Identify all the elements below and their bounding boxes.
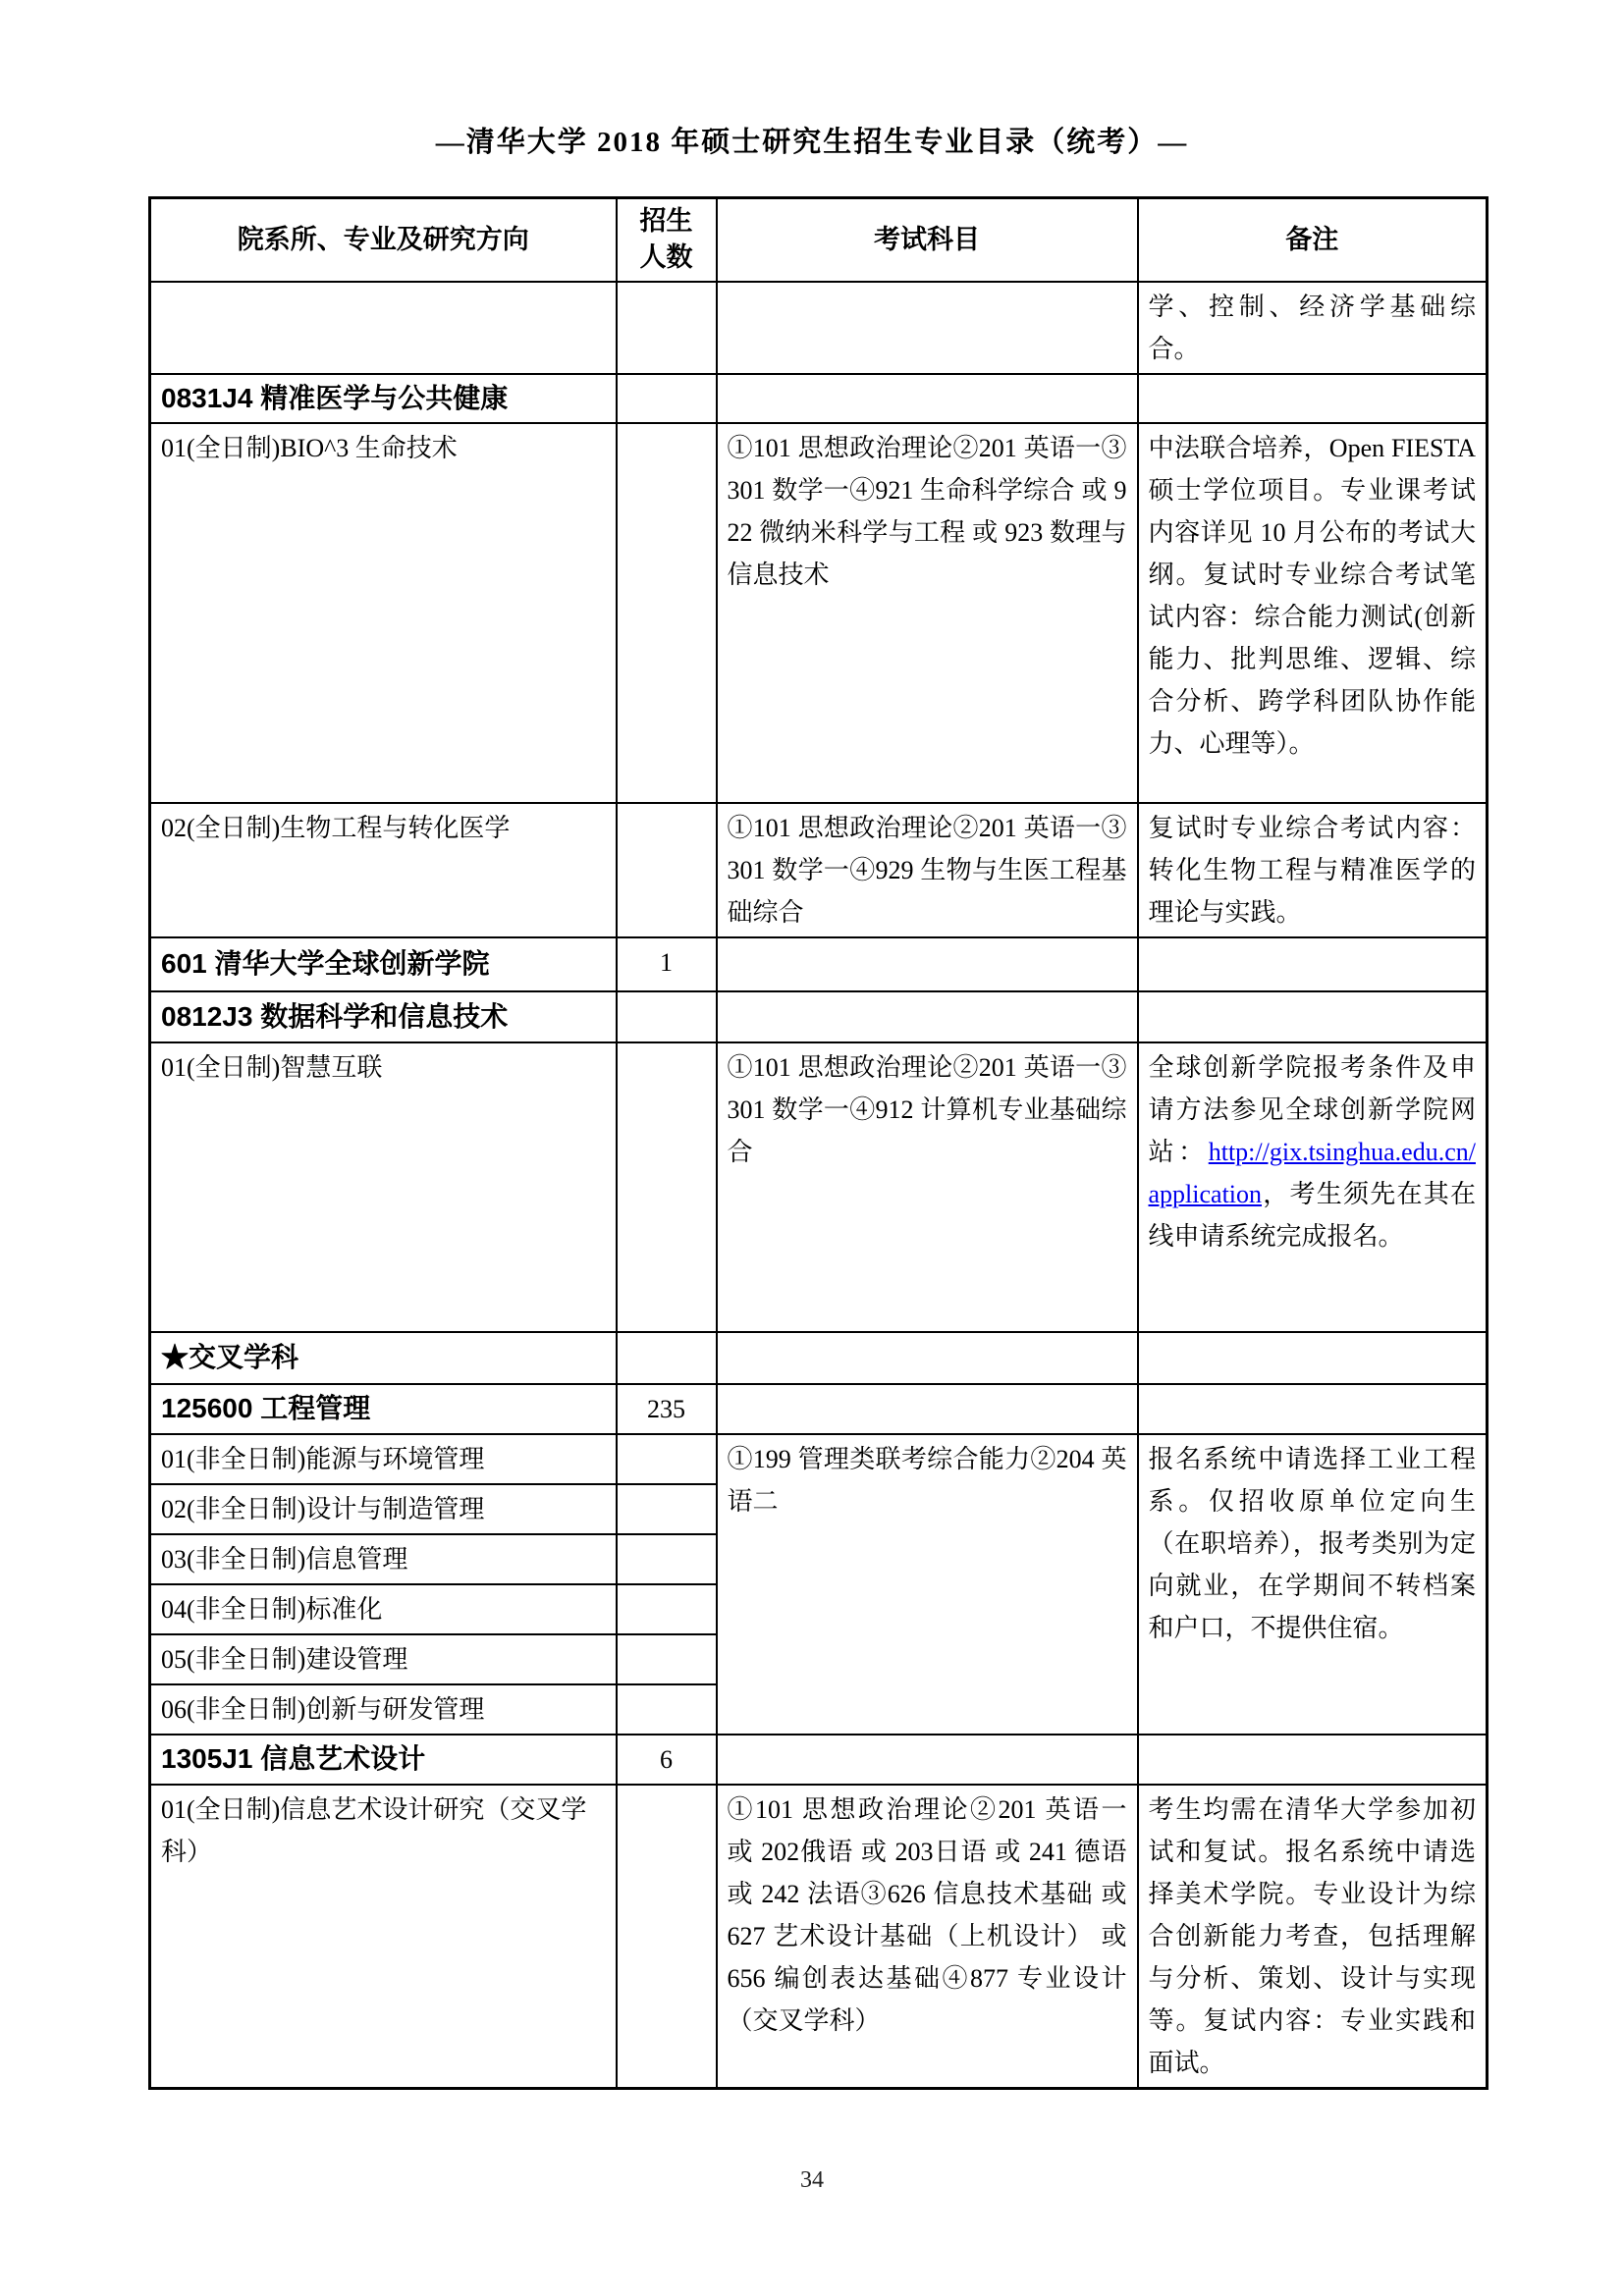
program-cell: 601 清华大学全球创新学院	[150, 937, 617, 991]
program-cell: 01(全日制)BIO^3 生命技术	[150, 423, 617, 803]
page-number: 34	[800, 2167, 824, 2193]
remark-cell	[1138, 1735, 1488, 1785]
table-row-info-art-design	[150, 1785, 1488, 2089]
table-header-row	[150, 198, 1488, 282]
program-cell: 01(非全日制)能源与环境管理	[150, 1434, 617, 1484]
section-row-interdisciplinary	[150, 1332, 1488, 1384]
table-row-smart-connectivity	[150, 1042, 1488, 1332]
header-remark-column: 备注	[1138, 198, 1488, 282]
header-quota-line1: 招生	[639, 206, 693, 237]
section-row-1305J1	[150, 1735, 1488, 1785]
program-cell: ★交叉学科	[150, 1332, 617, 1384]
header-quota-line2: 人数	[639, 242, 693, 273]
remark-cell	[1138, 991, 1488, 1042]
exam-cell: ①101 思想政治理论②201 英语一 或 202俄语 或 203日语 或 241 德语 或 242 法语③626 信息技术基础 或 627 艺术设计基础（上机设计） 或 656 编创表达基础④877 专业设计（交叉学科）	[717, 1785, 1138, 2089]
exam-cell	[717, 937, 1138, 991]
program-cell: 03(非全日制)信息管理	[150, 1534, 617, 1584]
program-cell: 06(非全日制)创新与研发管理	[150, 1684, 617, 1735]
exam-cell: ①101 思想政治理论②201 英语一③301 数学一④921 生命科学综合 或 922 微纳米科学与工程 或 923 数理与信息技术	[717, 423, 1138, 803]
section-row-601	[150, 937, 1488, 991]
program-cell: 02(全日制)生物工程与转化医学	[150, 803, 617, 937]
exam-cell	[717, 991, 1138, 1042]
quota-cell	[617, 1634, 717, 1684]
remark-cell	[1138, 374, 1488, 423]
exam-cell	[717, 1384, 1138, 1434]
program-cell: 01(全日制)智慧互联	[150, 1042, 617, 1332]
exam-cell: ①101 思想政治理论②201 英语一③301 数学一④912 计算机专业基础综合	[717, 1042, 1138, 1332]
exam-cell: ①199 管理类联考综合能力②204 英语二	[717, 1434, 1138, 1735]
remark-cell: 复试时专业综合考试内容：转化生物工程与精准医学的理论与实践。	[1138, 803, 1488, 937]
admissions-catalog-table	[148, 196, 1489, 2090]
table-row-bio3	[150, 423, 1488, 803]
page-title: —清华大学 2018 年硕士研究生招生专业目录（统考）—	[435, 127, 1189, 158]
program-cell	[150, 282, 617, 374]
table-row-energy-env-mgmt	[150, 1434, 1488, 1484]
quota-cell	[617, 1684, 717, 1735]
quota-cell	[617, 423, 717, 803]
quota-cell	[617, 1584, 717, 1634]
remark-cell: 报名系统中请选择工业工程系。仅招收原单位定向生（在职培养），报考类别为定向就业，在学期间不转档案和户口，不提供住宿。	[1138, 1434, 1488, 1735]
quota-cell	[617, 1332, 717, 1384]
program-cell: 02(非全日制)设计与制造管理	[150, 1484, 617, 1534]
quota-cell	[617, 1434, 717, 1484]
quota-cell	[617, 1042, 717, 1332]
remark-cell	[1138, 1332, 1488, 1384]
program-cell: 05(非全日制)建设管理	[150, 1634, 617, 1684]
header-department-column: 院系所、专业及研究方向	[150, 198, 617, 282]
program-cell: 125600 工程管理	[150, 1384, 617, 1434]
quota-cell	[617, 374, 717, 423]
exam-cell	[717, 1735, 1138, 1785]
program-cell: 0812J3 数据科学和信息技术	[150, 991, 617, 1042]
quota-cell: 235	[617, 1384, 717, 1434]
header-exam-column: 考试科目	[717, 198, 1138, 282]
quota-cell	[617, 803, 717, 937]
quota-cell	[617, 991, 717, 1042]
quota-cell: 1	[617, 937, 717, 991]
table-row-bioengineering	[150, 803, 1488, 937]
gix-application-link[interactable]: http://gix.tsinghua.edu.cn/application	[1148, 1137, 1476, 1208]
program-cell: 0831J4 精准医学与公共健康	[150, 374, 617, 423]
table-row-continuation	[150, 282, 1488, 374]
quota-cell: 6	[617, 1735, 717, 1785]
remark-text-before-link: 全球创新学院报考条件及申请方法参见全球创新学院网站：	[1148, 1052, 1476, 1166]
program-cell: 04(非全日制)标准化	[150, 1584, 617, 1634]
quota-cell	[617, 1785, 717, 2089]
remark-cell	[1138, 1384, 1488, 1434]
remark-cell	[1138, 1042, 1488, 1332]
remark-cell: 学、控制、经济学基础综合。	[1138, 282, 1488, 374]
section-row-125600	[150, 1384, 1488, 1434]
exam-cell	[717, 282, 1138, 374]
remark-text-after-link: ，考生须先在其在线申请系统完成报名。	[1148, 1179, 1476, 1251]
program-cell: 01(全日制)信息艺术设计研究（交叉学科）	[150, 1785, 617, 2089]
exam-cell: ①101 思想政治理论②201 英语一③301 数学一④929 生物与生医工程基础综合	[717, 803, 1138, 937]
exam-cell	[717, 1332, 1138, 1384]
quota-cell	[617, 282, 717, 374]
program-cell: 1305J1 信息艺术设计	[150, 1735, 617, 1785]
section-row-0812J3	[150, 991, 1488, 1042]
exam-cell	[717, 374, 1138, 423]
quota-cell	[617, 1484, 717, 1534]
remark-cell: 中法联合培养，Open FIESTA 硕士学位项目。专业课考试内容详见 10 月公布的考试大纲。复试时专业综合考试笔试内容：综合能力测试(创新能力、批判思维、逻辑、综合分析、跨学科团队协作能力、心理等）。	[1138, 423, 1488, 803]
section-row-0831J4	[150, 374, 1488, 423]
remark-cell: 考生均需在清华大学参加初试和复试。报名系统中请选择美术学院。专业设计为综合创新能力考查，包括理解与分析、策划、设计与实现等。复试内容：专业实践和面试。	[1138, 1785, 1488, 2089]
quota-cell	[617, 1534, 717, 1584]
header-quota-column	[617, 198, 717, 282]
remark-cell	[1138, 937, 1488, 991]
